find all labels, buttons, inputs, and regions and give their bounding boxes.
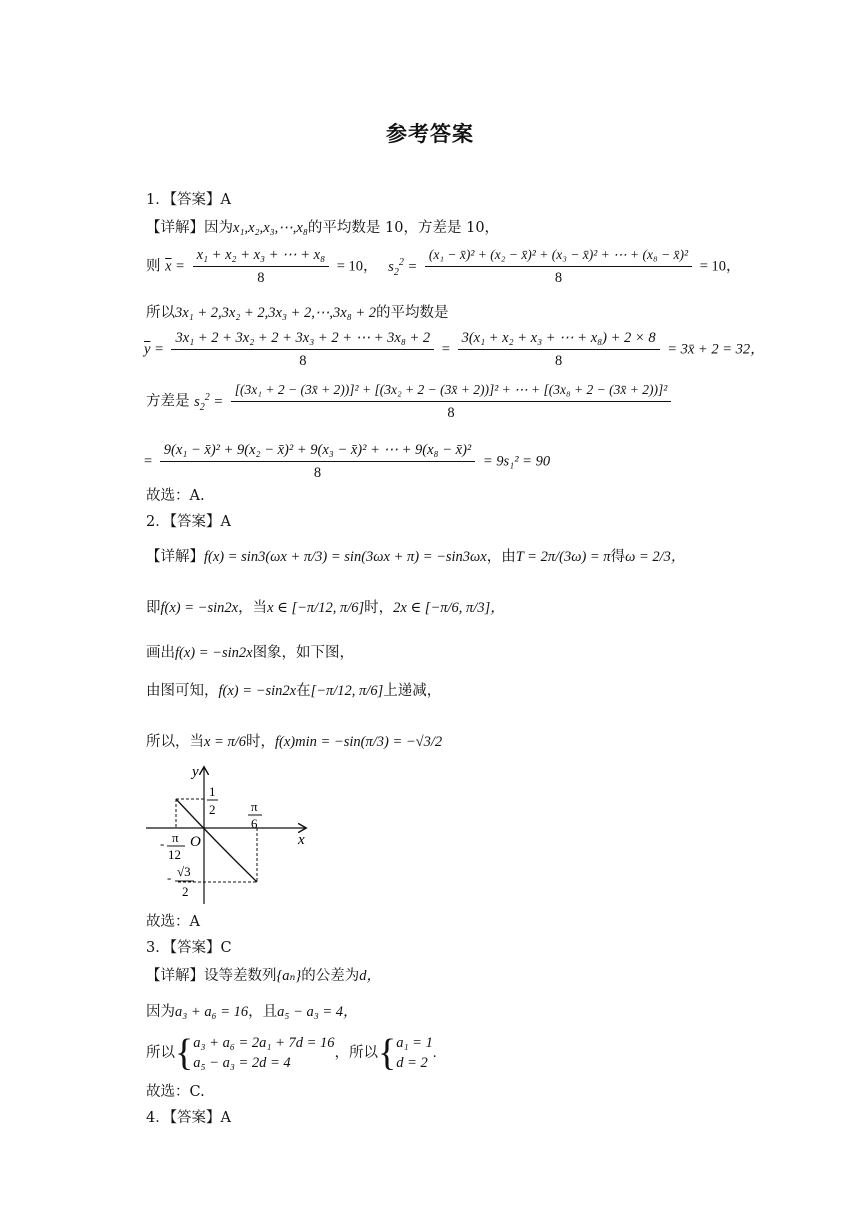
q1-var2-s2: $s_2^2$ =: [194, 391, 224, 413]
q1-var2-fraction: [231, 380, 671, 423]
q1-var3-den: 8: [313, 465, 322, 481]
q3-cond-and: ，且: [248, 1004, 278, 1020]
q3-sys1-b: a₅ − a₃ = 2d = 4: [193, 1055, 291, 1071]
q3-cond2: a₅ − a₃ = 4，: [277, 1004, 358, 1020]
function-graph: [140, 762, 320, 907]
x-label: x: [298, 832, 305, 848]
q1-var2-label: 方差是: [146, 393, 190, 410]
q3-cond-pre: 因为: [146, 1004, 175, 1020]
q1-so-pre: 所以: [146, 305, 175, 321]
q1-detail-vars: x₁,x₂,x₃,⋯,x₈: [233, 220, 308, 236]
half-den: 2: [209, 802, 216, 817]
q2-f1: f(x) = sin3(ωx + π/3) = sin(3ωx + π) = −sin3ωx: [204, 549, 487, 565]
q1-ymean-fraction: [171, 328, 434, 371]
q1-s2: $s_2^2$ =: [388, 256, 418, 278]
q2-line2-time: 时，: [364, 600, 394, 616]
q1-so-line: [146, 303, 449, 323]
q2-line3-pre: 画出: [146, 645, 175, 661]
q1-var-val: = 10，: [699, 258, 741, 275]
q3-system-line: 所以{ a₃ + a₆ = 2a₁ + 7d = 16 a₅ − a₃ = 2d = 4 ，所以{ a₁ = 1 d = 2 .: [146, 1032, 437, 1074]
y-label: y: [192, 764, 199, 780]
q2-detail-pre: 【详解】: [146, 549, 204, 565]
nsqrt-num: √3: [177, 864, 191, 879]
q1-var2-den: 8: [447, 405, 455, 421]
pi6-num: π: [251, 799, 258, 814]
q1-mean-var-line: [146, 245, 741, 288]
q3-choose: 故选：C.: [146, 1084, 205, 1100]
page-title: 参考答案: [386, 121, 474, 146]
nsqrt-den: 2: [182, 884, 189, 899]
q3-sys2-a: a₁ = 1: [396, 1035, 433, 1051]
npi12-den: 12: [168, 847, 181, 862]
q1-mean-num: x₁ + x₂ + x₃ + ⋯ + x₈: [193, 245, 330, 267]
q2-line5-x: x = π/6: [204, 734, 247, 750]
q2-line2-int2: 2x ∈ [−π/6, π/3]，: [393, 600, 505, 616]
q1-var3-num: 9(x₁ − x̄)² + 9(x₂ − x̄)² + 9(x₃ − x̄)² + ⋯ + 9(x₈ − x̄)²: [160, 440, 475, 462]
q3-cond-line: [146, 1002, 358, 1022]
q3-cond1: a₃ + a₆ = 16: [175, 1004, 249, 1020]
npi12-minus: -: [160, 836, 165, 851]
q3-sys1-a: a₃ + a₆ = 2a₁ + 7d = 16: [193, 1035, 335, 1051]
q2-line4: [146, 681, 441, 701]
q1-xbar: $\overline{x}$ =: [165, 258, 185, 275]
q1-ymean-line: $\overline{y}$ = $\frac{\text{3x₁ + 2 + 3x₂ + 2 + 3x₃ + 2 + ⋯ + 3x₈ + 2}}{8}$ = $\frac{\text{3(x₁ + x₂ + x₃ + ⋯ + x₈) + 2 × 8}}{8}$ = 3x̄ + 2 = 32，: [144, 330, 765, 369]
q2-line2-f: f(x) = −sin2x: [160, 600, 239, 616]
q1-ymean-mid-den: 8: [554, 353, 563, 369]
q3-answer-head: 3．【答案】C: [146, 940, 232, 956]
q1-ymean-mid-num: 3(x₁ + x₂ + x₃ + ⋯ + x₈) + 2 × 8: [458, 328, 660, 350]
half-num: 1: [209, 784, 216, 799]
q3-so: 所以: [146, 1045, 175, 1061]
q1-var3-tail: = 9s₁² = 90: [482, 453, 551, 470]
q1-so-post: 的平均数是: [376, 305, 449, 321]
q2-answer-head: 2．【答案】A: [146, 514, 231, 530]
q3-sys2-b: d = 2: [396, 1055, 428, 1071]
q3-d: d，: [359, 968, 381, 984]
q1-so-expr: 3x₁ + 2,3x₂ + 2,3x₃ + 2,⋯,3x₈ + 2: [175, 305, 377, 321]
npi12-num: π: [172, 830, 179, 845]
q1-var-fraction: [425, 245, 692, 288]
q2-line4-pre: 由图可知，: [146, 683, 219, 699]
q3-detail-line: [146, 966, 381, 986]
q1-answer-head: 1．【答案】A: [146, 192, 231, 208]
q1-var2-line: [146, 380, 674, 423]
q2-line3: [146, 643, 354, 663]
q2-T: T = 2π/(3ω) = π: [515, 549, 611, 565]
origin-label: O: [190, 834, 201, 850]
q2-line5: [146, 732, 442, 752]
q2-line4-f: f(x) = −sin2x: [218, 683, 297, 699]
q1-mean-fraction: [193, 245, 330, 288]
q2-omega: ω = 2/3，: [625, 549, 686, 565]
q2-line2-pre: 即: [146, 600, 161, 616]
q3-system-1: [193, 1033, 334, 1073]
q1-ybar: $\overline{y}$ =: [144, 341, 164, 358]
q2-line2: [146, 598, 505, 618]
q1-var2-num: [(3x₁ + 2 − (3x̄ + 2))]² + [(3x₂ + 2 − (3x̄ + 2))]² + ⋯ + [(3x₈ + 2 − (3x̄ + 2))]²: [231, 380, 671, 402]
q2-line4-int: [−π/12, π/6]: [310, 683, 384, 699]
nsqrt-minus: -: [167, 870, 172, 885]
q3-detail: 【详解】设等差数列: [146, 968, 277, 984]
q1-ymean-num: 3x₁ + 2 + 3x₂ + 2 + 3x₃ + 2 + ⋯ + 3x₈ + 2: [171, 328, 434, 350]
q1-ymean-tail: = 3x̄ + 2 = 32，: [667, 341, 765, 358]
q1-detail-line: [146, 218, 499, 238]
q2-line2-int: x ∈ [−π/12, π/6]: [267, 600, 365, 616]
q2-line5-pre: 所以，当: [146, 734, 204, 750]
q2-line5-time: 时，: [246, 734, 276, 750]
q2-get: 得: [610, 549, 626, 565]
q1-then: 则: [146, 258, 161, 275]
q2-line3-f: f(x) = −sin2x: [175, 645, 253, 661]
q3-system-2: [396, 1033, 433, 1073]
q1-mean-val: = 10，: [336, 258, 378, 275]
q3-so2: ，所以: [334, 1045, 379, 1061]
q3-seq: {aₙ}: [276, 968, 302, 984]
q4-answer-head: 4．【答案】A: [146, 1110, 231, 1126]
q2-f1-mid: ，由: [486, 549, 516, 565]
q1-var-num: (x₁ − x̄)² + (x₂ − x̄)² + (x₃ − x̄)² + ⋯ + (x₈ − x̄)²: [425, 245, 692, 267]
q1-ymean-mid-fraction: [458, 328, 660, 371]
pi6-den: 6: [251, 816, 258, 831]
q2-line5-f: f(x)min = −sin(π/3) = −√3/2: [275, 734, 443, 750]
q3-detail-post: 的公差为: [301, 968, 360, 984]
q2-choose: 故选：A: [146, 914, 200, 930]
q1-var3-line: = $\frac{\text{9(x₁ − x̄)² + 9(x₂ − x̄)² + 9(x₃ − x̄)² + ⋯ + 9(x₈ − x̄)²}}{8}$ = 9s₁² = 90: [144, 442, 551, 481]
q2-line3-post: 图象，如下图，: [252, 645, 355, 661]
q2-line4-post: 上递减，: [383, 683, 442, 699]
q1-var3-fraction: [160, 440, 475, 483]
q1-choose: 故选：A.: [146, 488, 205, 504]
q1-detail-pre: 【详解】因为: [146, 220, 233, 236]
q2-line4-in: 在: [296, 683, 311, 699]
q1-var-den: 8: [554, 270, 563, 286]
q2-line2-when: ，当: [238, 600, 268, 616]
q1-detail-post: 的平均数是 10，方差是 10，: [307, 220, 500, 236]
q2-detail-line: [146, 547, 685, 567]
q1-mean-den: 8: [257, 270, 265, 286]
q1-ymean-den: 8: [299, 353, 307, 369]
